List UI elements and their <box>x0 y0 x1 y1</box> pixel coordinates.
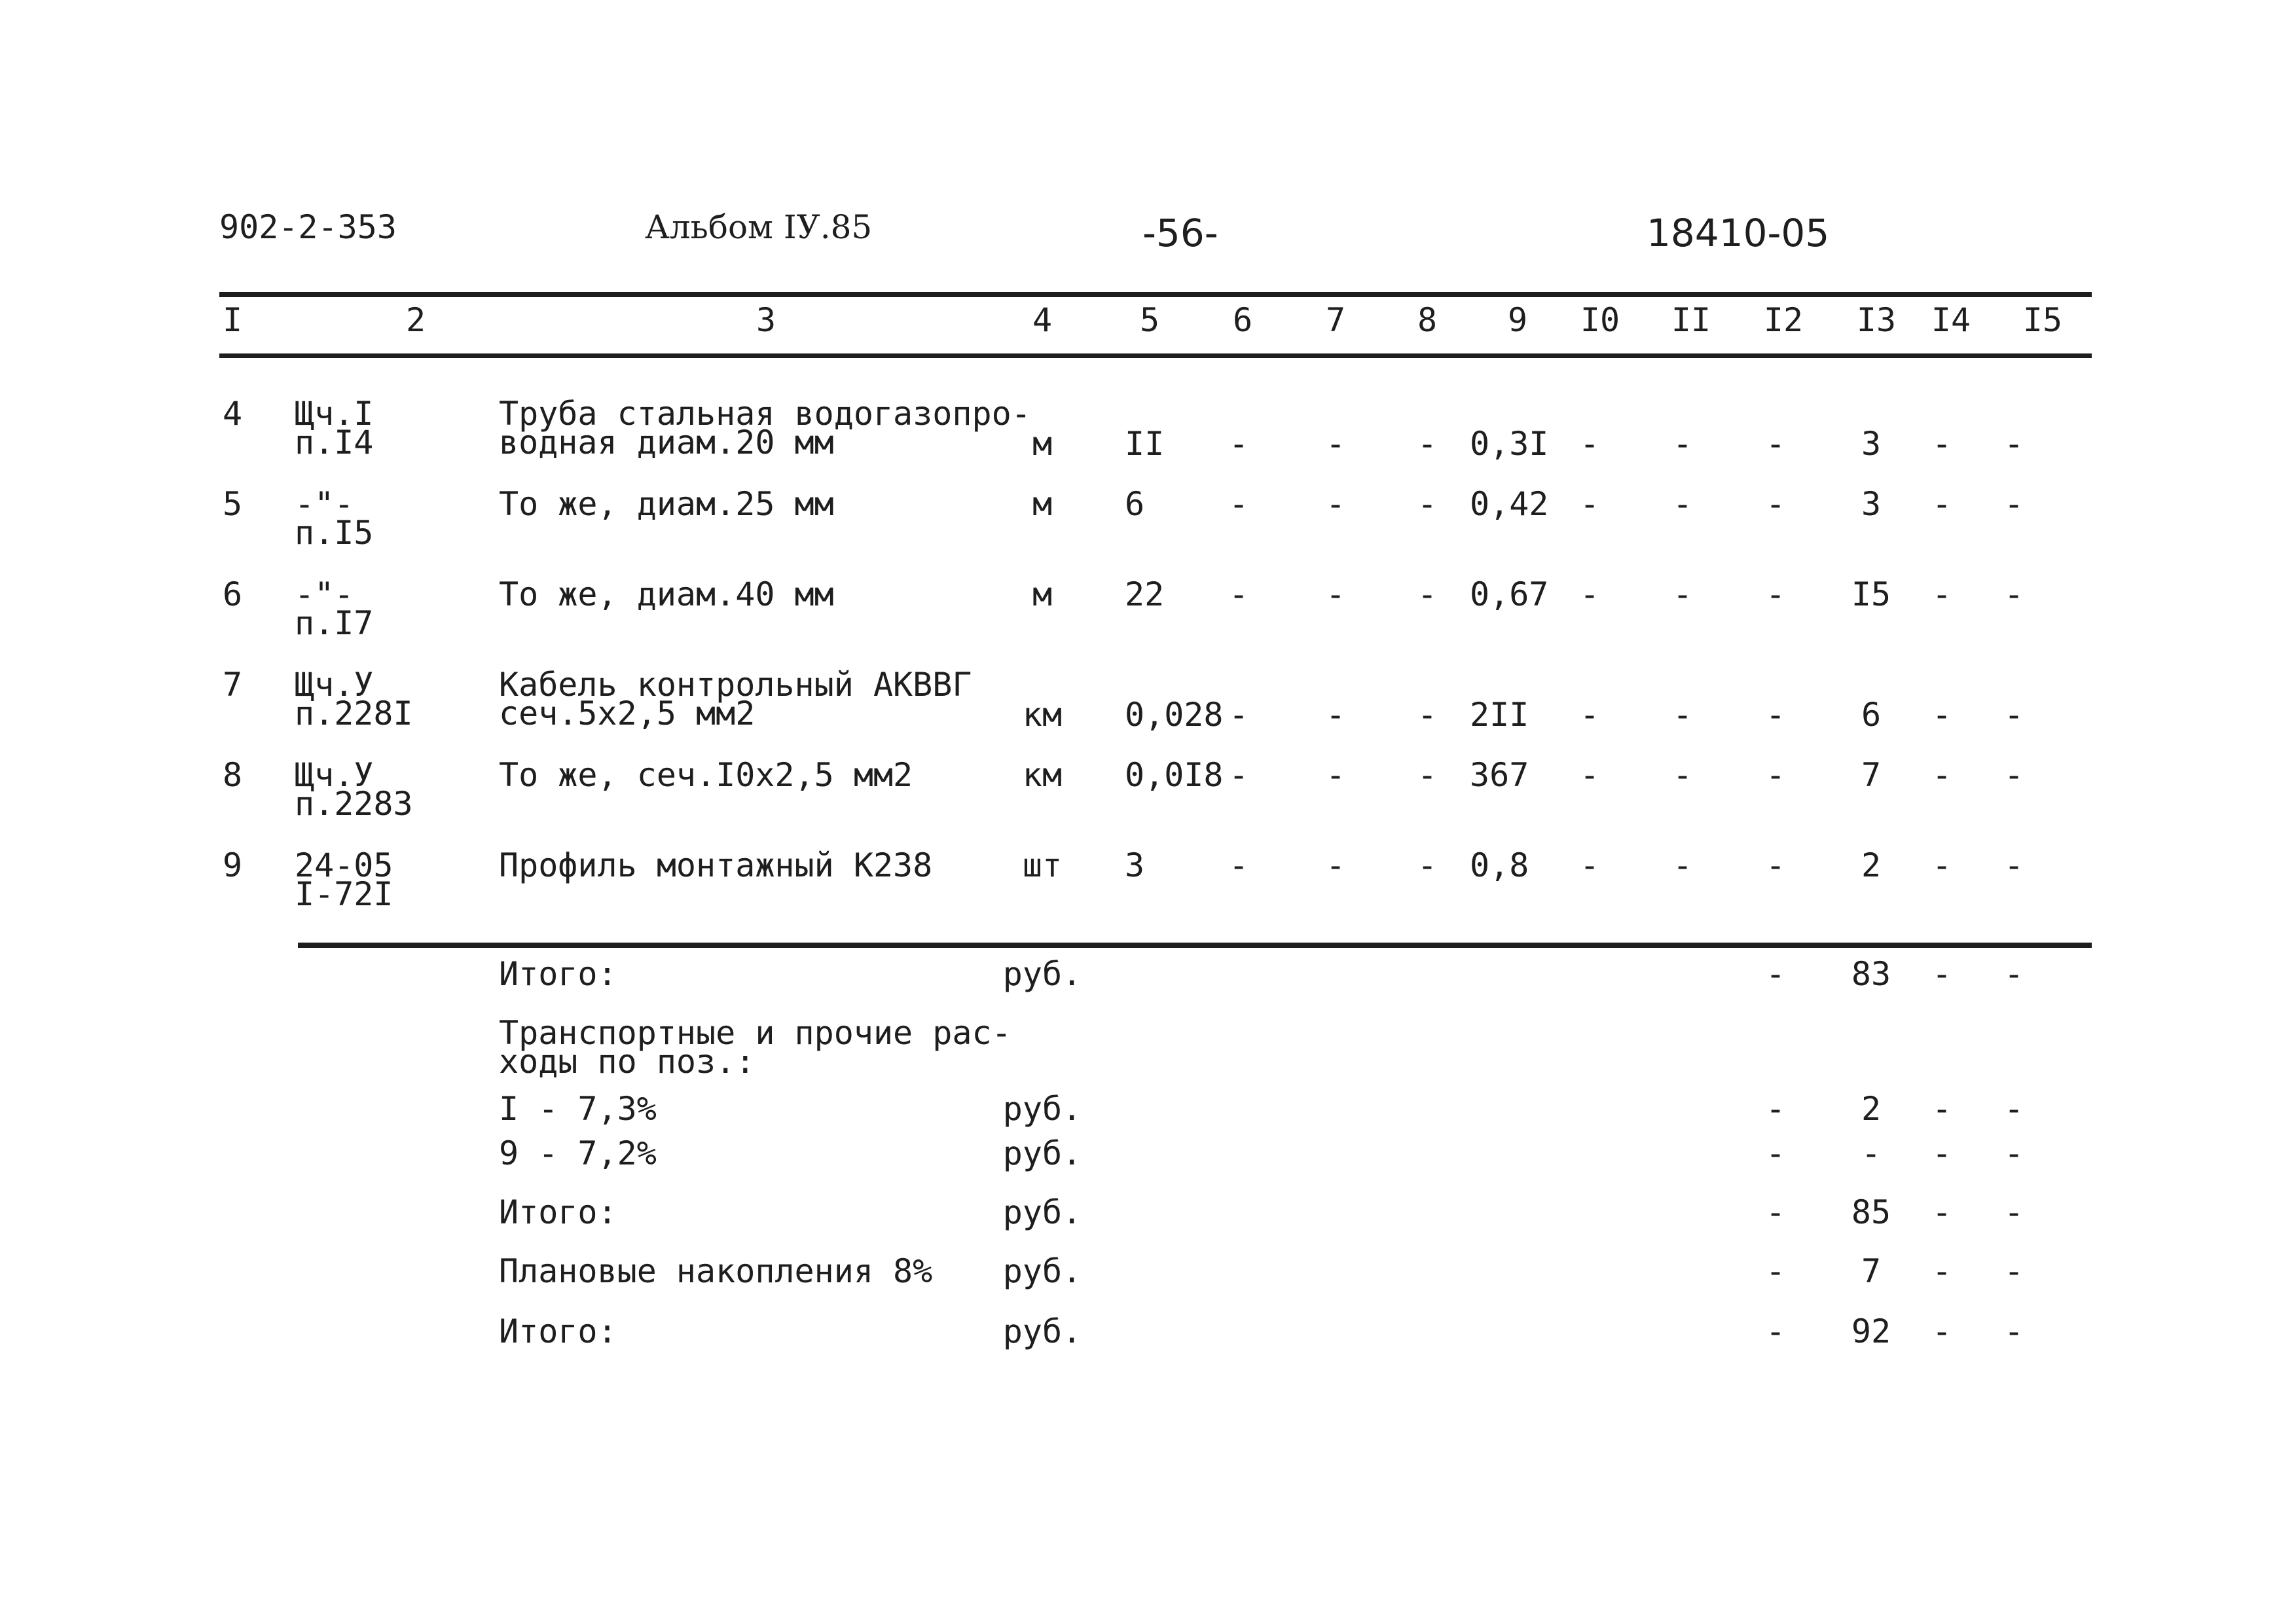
page-number: -56- <box>1142 211 1218 255</box>
value-cell-c13: I5 <box>1851 575 1891 613</box>
value-cell-c5: 0,0I8 <box>1125 756 1224 794</box>
column-number: I4 <box>1931 301 1971 339</box>
row-number: 4 <box>222 395 243 433</box>
value-cell-c11: - <box>1672 575 1693 613</box>
column-number: I3 <box>1856 301 1897 339</box>
column-number: 8 <box>1417 301 1438 339</box>
value-cell-c13: 83 <box>1851 955 1891 993</box>
column-number: 7 <box>1325 301 1346 339</box>
column-number: 4 <box>1032 301 1053 339</box>
price-reference: Щч.I п.I4 <box>295 395 374 461</box>
value-cell-c15: - <box>2003 696 2024 734</box>
value-cell-c7: - <box>1325 846 1346 884</box>
unit-cell: шт <box>1022 846 1063 884</box>
value-cell-c8: - <box>1417 756 1438 794</box>
totals-label: Итого: <box>499 1312 617 1350</box>
unit-cell: км <box>1022 696 1063 734</box>
value-cell-c13: - <box>1861 1134 1882 1172</box>
value-cell-c8: - <box>1417 485 1438 523</box>
value-cell-c11: - <box>1672 696 1693 734</box>
value-cell-c11: - <box>1672 485 1693 523</box>
value-cell-c8: - <box>1417 696 1438 734</box>
value-cell-c12: - <box>1765 696 1786 734</box>
value-cell-c12: - <box>1765 756 1786 794</box>
value-cell-c15: - <box>2003 1193 2024 1231</box>
value-cell-c12: - <box>1765 846 1786 884</box>
row-number: 8 <box>222 756 243 794</box>
value-cell-c9: 0,8 <box>1470 846 1529 884</box>
totals-label: Плановые накопления 8% <box>499 1252 933 1290</box>
value-cell-c15: - <box>2003 1134 2024 1172</box>
item-name: То же, диам.40 мм <box>499 575 834 613</box>
unit-cell: руб. <box>1002 1090 1082 1128</box>
row-number: 9 <box>222 846 243 884</box>
value-cell-c5: 6 <box>1125 485 1145 523</box>
unit-cell: руб. <box>1002 1134 1082 1172</box>
value-cell-c12: - <box>1765 1312 1786 1350</box>
column-number: 2 <box>405 301 426 339</box>
value-cell-c6: - <box>1228 696 1249 734</box>
value-cell-c10: - <box>1579 425 1600 463</box>
column-header-rule <box>219 353 2092 358</box>
value-cell-c15: - <box>2003 756 2024 794</box>
value-cell-c5: 0,028 <box>1125 696 1224 734</box>
item-name: Кабель контрольный АКВВГ сеч.5х2,5 мм2 <box>499 666 972 732</box>
value-cell-c7: - <box>1325 485 1346 523</box>
value-cell-c13: 3 <box>1861 425 1882 463</box>
item-name: Труба стальная водогазопро- водная диам.20 мм <box>499 395 1031 461</box>
value-cell-c14: - <box>1931 1193 1952 1231</box>
value-cell-c6: - <box>1228 756 1249 794</box>
column-number: 3 <box>756 301 776 339</box>
unit-cell: руб. <box>1002 1252 1082 1290</box>
value-cell-c15: - <box>2003 955 2024 993</box>
totals-label: I - 7,3% <box>499 1090 657 1128</box>
column-number: I <box>222 301 243 339</box>
value-cell-c6: - <box>1228 846 1249 884</box>
value-cell-c14: - <box>1931 696 1952 734</box>
value-cell-c12: - <box>1765 425 1786 463</box>
value-cell-c9: 0,3I <box>1470 425 1549 463</box>
unit-cell: руб. <box>1002 1193 1082 1231</box>
value-cell-c12: - <box>1765 575 1786 613</box>
row-number: 5 <box>222 485 243 523</box>
value-cell-c14: - <box>1931 485 1952 523</box>
value-cell-c6: - <box>1228 485 1249 523</box>
price-reference: -"- п.I7 <box>295 575 374 642</box>
row-number: 7 <box>222 666 243 704</box>
value-cell-c14: - <box>1931 1090 1952 1128</box>
value-cell-c12: - <box>1765 1252 1786 1290</box>
unit-cell: руб. <box>1002 1312 1082 1350</box>
value-cell-c10: - <box>1579 485 1600 523</box>
value-cell-c10: - <box>1579 756 1600 794</box>
column-number: 5 <box>1139 301 1160 339</box>
value-cell-c10: - <box>1579 575 1600 613</box>
value-cell-c11: - <box>1672 846 1693 884</box>
document-code: 902-2-353 <box>219 208 397 246</box>
value-cell-c12: - <box>1765 1193 1786 1231</box>
value-cell-c10: - <box>1579 846 1600 884</box>
album-label: Альбом IУ.85 <box>645 208 873 246</box>
column-number: I2 <box>1763 301 1804 339</box>
value-cell-c7: - <box>1325 425 1346 463</box>
value-cell-c15: - <box>2003 425 2024 463</box>
item-name: То же, сеч.I0х2,5 мм2 <box>499 756 913 794</box>
value-cell-c6: - <box>1228 425 1249 463</box>
unit-cell: м <box>1032 425 1053 463</box>
value-cell-c9: 0,42 <box>1470 485 1549 523</box>
value-cell-c6: - <box>1228 575 1249 613</box>
value-cell-c14: - <box>1931 425 1952 463</box>
totals-label: Транспортные и прочие рас- ходы по поз.: <box>499 1014 1011 1081</box>
value-cell-c12: - <box>1765 1134 1786 1172</box>
table-top-rule <box>219 292 2092 297</box>
value-cell-c11: - <box>1672 756 1693 794</box>
value-cell-c8: - <box>1417 575 1438 613</box>
column-number: 6 <box>1232 301 1253 339</box>
value-cell-c13: 85 <box>1851 1193 1891 1231</box>
unit-cell: м <box>1032 575 1053 613</box>
value-cell-c15: - <box>2003 846 2024 884</box>
value-cell-c15: - <box>2003 1090 2024 1128</box>
value-cell-c14: - <box>1931 1134 1952 1172</box>
value-cell-c14: - <box>1931 575 1952 613</box>
price-reference: -"- п.I5 <box>295 485 374 552</box>
value-cell-c9: 0,67 <box>1470 575 1549 613</box>
unit-cell: м <box>1032 485 1053 523</box>
column-number: II <box>1671 301 1711 339</box>
value-cell-c7: - <box>1325 756 1346 794</box>
value-cell-c8: - <box>1417 425 1438 463</box>
value-cell-c7: - <box>1325 575 1346 613</box>
value-cell-c12: - <box>1765 1090 1786 1128</box>
totals-label: Итого: <box>499 955 617 993</box>
value-cell-c11: - <box>1672 425 1693 463</box>
value-cell-c13: 2 <box>1861 1090 1882 1128</box>
value-cell-c12: - <box>1765 485 1786 523</box>
value-cell-c7: - <box>1325 696 1346 734</box>
price-reference: Щч.У п.2283 <box>295 756 413 823</box>
value-cell-c14: - <box>1931 955 1952 993</box>
unit-cell: руб. <box>1002 955 1082 993</box>
archive-number: 18410-05 <box>1647 211 1830 255</box>
value-cell-c13: 92 <box>1851 1312 1891 1350</box>
value-cell-c13: 6 <box>1861 696 1882 734</box>
price-reference: Щч.У п.228I <box>295 666 413 732</box>
value-cell-c12: - <box>1765 955 1786 993</box>
value-cell-c10: - <box>1579 696 1600 734</box>
value-cell-c15: - <box>2003 1312 2024 1350</box>
value-cell-c15: - <box>2003 1252 2024 1290</box>
column-number: I5 <box>2022 301 2063 339</box>
unit-cell: км <box>1022 756 1063 794</box>
value-cell-c13: 2 <box>1861 846 1882 884</box>
value-cell-c13: 7 <box>1861 756 1882 794</box>
value-cell-c14: - <box>1931 1252 1952 1290</box>
value-cell-c14: - <box>1931 846 1952 884</box>
value-cell-c14: - <box>1931 756 1952 794</box>
totals-label: 9 - 7,2% <box>499 1134 657 1172</box>
value-cell-c9: 367 <box>1470 756 1529 794</box>
value-cell-c9: 2II <box>1470 696 1529 734</box>
value-cell-c5: 22 <box>1125 575 1165 613</box>
totals-label: Итого: <box>499 1193 617 1231</box>
value-cell-c13: 3 <box>1861 485 1882 523</box>
items-bottom-rule <box>298 943 2092 948</box>
column-number: I0 <box>1580 301 1620 339</box>
item-name: То же, диам.25 мм <box>499 485 834 523</box>
value-cell-c13: 7 <box>1861 1252 1882 1290</box>
value-cell-c5: II <box>1125 425 1165 463</box>
row-number: 6 <box>222 575 243 613</box>
value-cell-c5: 3 <box>1125 846 1145 884</box>
price-reference: 24-05 I-72I <box>295 846 393 913</box>
value-cell-c15: - <box>2003 485 2024 523</box>
item-name: Профиль монтажный К238 <box>499 846 933 884</box>
value-cell-c8: - <box>1417 846 1438 884</box>
column-number: 9 <box>1507 301 1528 339</box>
value-cell-c14: - <box>1931 1312 1952 1350</box>
value-cell-c15: - <box>2003 575 2024 613</box>
